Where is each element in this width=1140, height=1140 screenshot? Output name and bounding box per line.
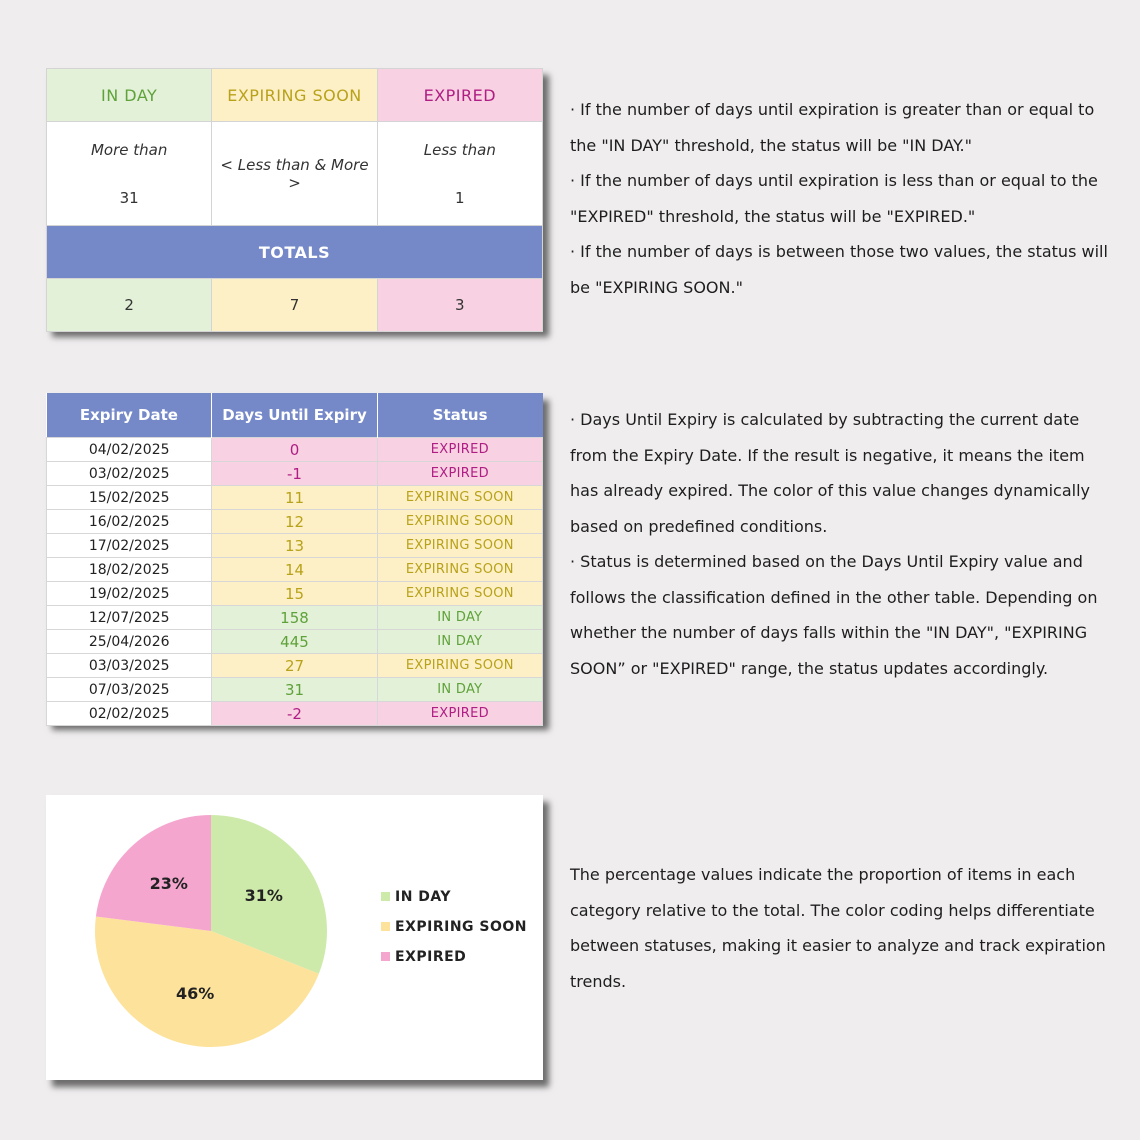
legend-label[interactable]: IN DAY [395,889,452,905]
expiry-date-cell[interactable]: 15/02/2025 [47,486,212,510]
expiry-date-cell[interactable]: 17/02/2025 [47,534,212,558]
expiry-date-cell[interactable]: 03/03/2025 [47,654,212,678]
table-row[interactable] [47,582,543,606]
status-cell[interactable]: EXPIRING SOON [377,510,542,534]
status-cell[interactable]: IN DAY [377,606,542,630]
table-row[interactable] [47,606,543,630]
expiry-table-card [46,393,543,723]
expiring-soon-condition-label: < Less than & More > [220,155,369,192]
expiring-soon-header[interactable]: EXPIRING SOON [212,69,377,122]
legend-label[interactable]: EXPIRING SOON [395,919,528,935]
status-cell[interactable]: EXPIRED [377,462,542,486]
table-row[interactable] [47,462,543,486]
days-until-expiry-cell[interactable]: 15 [212,582,377,606]
days-until-expiry-cell[interactable]: 13 [212,534,377,558]
totals-header[interactable]: TOTALS [47,226,543,279]
expiry-date-cell[interactable]: 18/02/2025 [47,558,212,582]
days-until-expiry-cell[interactable]: -1 [212,462,377,486]
expiry-table [46,393,543,726]
days-until-expiry-cell[interactable]: 27 [212,654,377,678]
column-header-expiry-date[interactable]: Expiry Date [47,393,212,438]
status-cell[interactable]: IN DAY [377,678,542,702]
days-until-expiry-cell[interactable]: -2 [212,702,377,726]
table-row[interactable] [47,630,543,654]
expiry-date-cell[interactable]: 19/02/2025 [47,582,212,606]
table-row[interactable] [47,678,543,702]
description-paragraph: · If the number of days until expiration is greater than or equal to the "IN DAY" threshold, the status will be "IN DAY." [570,100,1095,155]
pie-data-label: 31% [244,886,283,906]
expired-threshold-value: 1 [455,188,465,207]
expiry-date-cell[interactable]: 16/02/2025 [47,510,212,534]
expired-condition-label: Less than [423,140,496,159]
description-paragraph: The percentage values indicate the proportion of items in each category relative to the total. The color coding helps differentiate between statuses, making it easier to analyze and track expiration trends. [570,865,1106,991]
table-row[interactable] [47,486,543,510]
days-until-expiry-cell[interactable]: 445 [212,630,377,654]
table-row[interactable] [47,558,543,582]
expiring-soon-total[interactable]: 7 [212,279,377,332]
status-cell[interactable]: EXPIRING SOON [377,654,542,678]
expiry-date-cell[interactable]: 02/02/2025 [47,702,212,726]
pie-chart [46,795,543,1080]
in-day-threshold-value: 31 [119,188,139,207]
threshold-description [570,92,1110,305]
pie-slice-expired[interactable] [96,815,211,931]
table-row[interactable] [47,438,543,462]
chart-description [570,857,1110,999]
status-cell[interactable]: EXPIRED [377,438,542,462]
days-until-expiry-cell[interactable]: 158 [212,606,377,630]
days-until-expiry-cell[interactable]: 12 [212,510,377,534]
expiry-date-cell[interactable]: 12/07/2025 [47,606,212,630]
days-until-expiry-cell[interactable]: 31 [212,678,377,702]
expiring-soon-condition-cell[interactable] [212,122,377,226]
status-cell[interactable]: EXPIRING SOON [377,534,542,558]
status-cell[interactable]: EXPIRING SOON [377,558,542,582]
status-cell[interactable]: EXPIRING SOON [377,486,542,510]
in-day-condition-cell[interactable] [47,122,212,226]
description-paragraph: · Days Until Expiry is calculated by subtracting the current date from the Expiry Date. If the result is negative, it means the item has already expired. The color of this value changes dynamically based on predefined conditions. [570,410,1091,536]
in-day-header[interactable]: IN DAY [47,69,212,122]
expired-total[interactable]: 3 [377,279,542,332]
expiry-date-cell[interactable]: 25/04/2026 [47,630,212,654]
expiry-date-cell[interactable]: 07/03/2025 [47,678,212,702]
column-header-status[interactable]: Status [377,393,542,438]
status-cell[interactable]: EXPIRING SOON [377,582,542,606]
description-paragraph: · If the number of days is between those two values, the status will be "EXPIRING SOON." [570,242,1108,297]
description-paragraph: · Status is determined based on the Days Until Expiry value and follows the classification defined in the other table. Depending on whether the number of days falls within the "IN DAY", "EXPIRING SOON” or "EXPIRED" range, the status updates accordingly. [570,552,1098,678]
table-row[interactable] [47,534,543,558]
expiry-date-cell[interactable]: 03/02/2025 [47,462,212,486]
days-until-expiry-cell[interactable]: 11 [212,486,377,510]
legend-label[interactable]: EXPIRED [395,949,467,965]
expiry-table-body [47,438,543,726]
threshold-table-card [46,68,543,330]
expiry-date-cell[interactable]: 04/02/2025 [47,438,212,462]
expired-condition-cell[interactable] [377,122,542,226]
table-row[interactable] [47,654,543,678]
status-cell[interactable]: IN DAY [377,630,542,654]
table-row[interactable] [47,702,543,726]
column-header-days-until-expiry[interactable]: Days Until Expiry [212,393,377,438]
expiry-description [570,402,1110,686]
pie-chart-card [46,795,543,1080]
legend-swatch [381,922,390,931]
pie-data-label: 46% [175,983,215,1003]
status-cell[interactable]: EXPIRED [377,702,542,726]
expired-header[interactable]: EXPIRED [377,69,542,122]
in-day-total[interactable]: 2 [47,279,212,332]
description-paragraph: · If the number of days until expiration is less than or equal to the "EXPIRED" threshold, the status will be "EXPIRED." [570,171,1098,226]
legend-swatch [381,892,390,901]
threshold-table [46,68,543,332]
days-until-expiry-cell[interactable]: 14 [212,558,377,582]
legend-swatch [381,952,390,961]
in-day-condition-label: More than [90,140,168,159]
pie-data-label: 23% [149,874,188,894]
table-row[interactable] [47,510,543,534]
days-until-expiry-cell[interactable]: 0 [212,438,377,462]
